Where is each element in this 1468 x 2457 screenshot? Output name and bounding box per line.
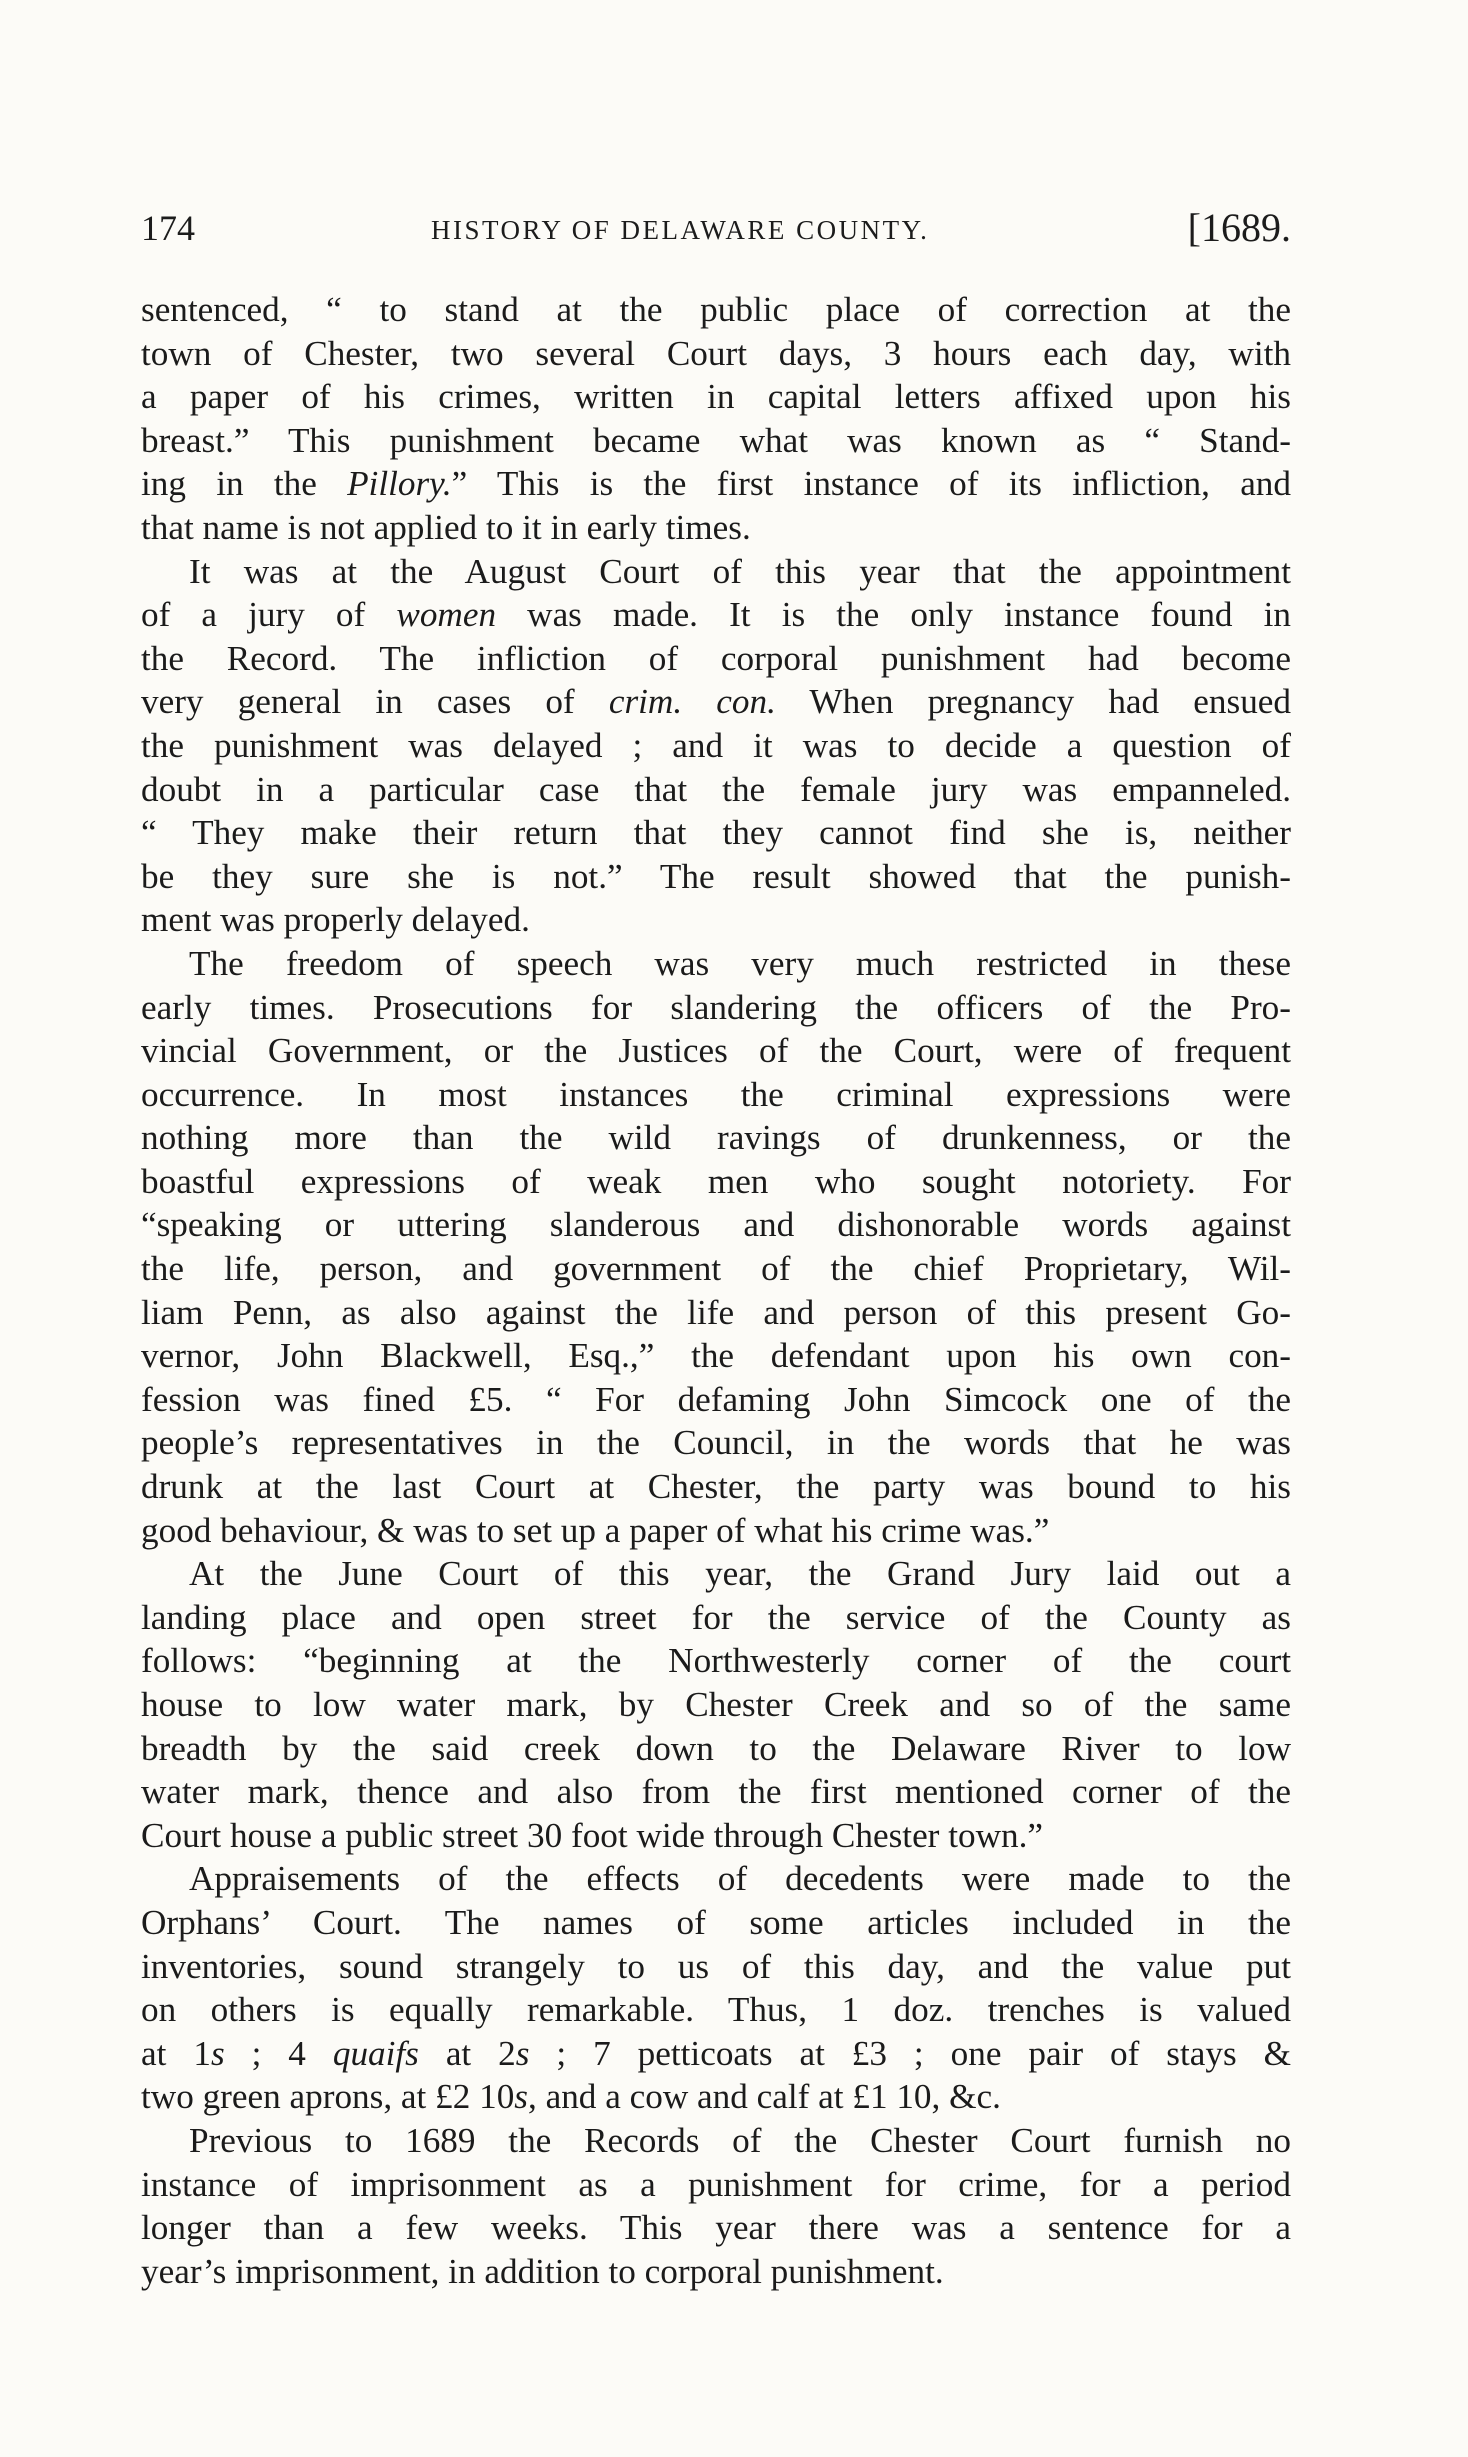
text-segment: ; 4 — [224, 2033, 333, 2073]
text-segment: longer than a few weeks. This year there was a sentence for a — [141, 2208, 1291, 2248]
text-line — [141, 550, 1291, 594]
text-line — [141, 1421, 1291, 1465]
text-segment: At the June Court of this year, the Grand Jury laid out a — [189, 1554, 1291, 1594]
text-line — [141, 375, 1291, 419]
text-segment: town of Chester, two several Court days, 3 hours each day, with — [141, 333, 1291, 373]
page-number: 174 — [141, 208, 195, 248]
text-line — [141, 1116, 1291, 1160]
text-segment: ing in the — [141, 464, 348, 504]
text-segment: nothing more than the wild ravings of drunkenness, or the — [141, 1118, 1291, 1158]
text-segment: , and a cow and calf at £1 10, &c. — [528, 2077, 1001, 2117]
italic-text: women — [396, 595, 497, 635]
italic-text: s — [210, 2033, 225, 2073]
text-segment: boastful expressions of weak men who sought notoriety. For — [141, 1161, 1291, 1201]
text-line — [141, 2206, 1291, 2250]
text-segment: people’s representatives in the Council, in the words that he was — [141, 1423, 1291, 1463]
text-segment: “ They make their return that they cannot find she is, neither — [141, 813, 1291, 853]
text-segment: “speaking or uttering slanderous and dishonorable words against — [141, 1205, 1291, 1245]
text-line — [141, 1552, 1291, 1596]
text-line — [141, 1291, 1291, 1335]
text-segment: two green aprons, at £2 10 — [141, 2077, 515, 2117]
text-segment: on others is equally remarkable. Thus, 1 doz. trenches is valued — [141, 1990, 1291, 2030]
text-segment: landing place and open street for the service of the County as — [141, 1597, 1291, 1637]
text-line — [141, 1203, 1291, 1247]
text-line — [141, 986, 1291, 1030]
text-line — [141, 1378, 1291, 1422]
italic-text: s — [515, 2033, 530, 2073]
text-segment: of a jury of — [141, 595, 397, 635]
text-segment: ; 7 petticoats at £3 ; one pair of stays & — [529, 2033, 1291, 2073]
text-segment: was made. It is the only instance found in — [496, 595, 1291, 635]
text-line — [141, 1945, 1291, 1989]
text-line — [141, 724, 1291, 768]
text-segment: It was at the August Court of this year that the appointment — [189, 551, 1291, 591]
text-segment: the life, person, and government of the chief Proprietary, Wil- — [141, 1249, 1291, 1289]
text-segment: be they sure she is not.” The result showed that the punish- — [141, 856, 1291, 896]
text-segment: instance of imprisonment as a punishment for crime, for a period — [141, 2164, 1291, 2204]
text-line — [141, 332, 1291, 376]
text-segment: ment was properly delayed. — [141, 900, 530, 940]
text-segment: sentenced, “ to stand at the public place of correction at the — [141, 290, 1291, 329]
body-text — [141, 288, 1291, 2293]
text-segment: at 2 — [418, 2033, 516, 2073]
running-title: HISTORY OF DELAWARE COUNTY. — [431, 215, 930, 245]
text-segment: early times. Prosecutions for slandering the officers of the Pro- — [141, 987, 1291, 1027]
text-segment: liam Penn, as also against the life and person of this present Go- — [141, 1292, 1291, 1332]
text-line — [141, 637, 1291, 681]
header-year: [1689. — [1187, 205, 1291, 250]
text-segment: a paper of his crimes, written in capital letters affixed upon his — [141, 377, 1291, 417]
text-segment: ” This is the first instance of its infliction, and — [451, 464, 1291, 504]
text-line — [141, 1727, 1291, 1771]
text-line — [141, 680, 1291, 724]
text-line — [141, 768, 1291, 812]
text-line — [141, 1596, 1291, 1640]
text-segment: occurrence. In most instances the criminal expressions were — [141, 1074, 1291, 1114]
text-segment: follows: “beginning at the Northwesterly corner of the court — [141, 1641, 1291, 1681]
text-line — [141, 593, 1291, 637]
text-line — [141, 419, 1291, 463]
text-segment: year’s imprisonment, in addition to corporal punishment. — [141, 2251, 944, 2291]
text-segment: breadth by the said creek down to the Delaware River to low — [141, 1728, 1291, 1768]
text-segment: breast.” This punishment became what was known as “ Stand- — [141, 420, 1291, 460]
text-line — [141, 1073, 1291, 1117]
text-segment: the Record. The infliction of corporal punishment had become — [141, 638, 1291, 678]
text-line — [141, 1901, 1291, 1945]
text-line — [141, 462, 1291, 506]
text-line — [141, 1465, 1291, 1509]
text-segment: at 1 — [141, 2033, 211, 2073]
text-line — [141, 2163, 1291, 2207]
text-line — [141, 2032, 1291, 2076]
text-segment: good behaviour, & was to set up a paper of what his crime was.” — [141, 1510, 1050, 1550]
text-segment: Orphans’ Court. The names of some articles included in the — [141, 1902, 1291, 1942]
text-segment: When pregnancy had ensued — [775, 682, 1292, 722]
italic-text: s — [514, 2077, 528, 2117]
text-segment: vincial Government, or the Justices of the Court, were of frequent — [141, 1031, 1291, 1071]
text-segment: Court house a public street 30 foot wide through Chester town.” — [141, 1815, 1043, 1855]
text-line — [141, 1988, 1291, 2032]
text-line — [141, 855, 1291, 899]
text-segment: fession was fined £5. “ For defaming John Simcock one of the — [141, 1379, 1291, 1419]
italic-text: crim. con. — [608, 682, 776, 722]
text-segment: doubt in a particular case that the female jury was empanneled. — [141, 769, 1291, 809]
text-line — [141, 1770, 1291, 1814]
text-segment: water mark, thence and also from the first mentioned corner of the — [141, 1772, 1291, 1812]
text-line — [141, 811, 1291, 855]
text-segment: drunk at the last Court at Chester, the party was bound to his — [141, 1467, 1291, 1507]
text-line — [141, 2075, 1291, 2119]
text-segment: Appraisements of the effects of decedents were made to the — [189, 1859, 1291, 1899]
text-segment: that name is not applied to it in early times. — [141, 507, 751, 547]
text-line — [141, 942, 1291, 986]
text-line — [141, 288, 1291, 332]
text-segment: house to low water mark, by Chester Creek and so of the same — [141, 1685, 1291, 1724]
text-line — [141, 1639, 1291, 1683]
text-segment: The freedom of speech was very much restricted in these — [189, 943, 1291, 983]
text-line — [141, 1247, 1291, 1291]
italic-text: quaifs — [332, 2033, 419, 2073]
text-line — [141, 1683, 1291, 1727]
text-segment: Previous to 1689 the Records of the Chester Court furnish no — [189, 2120, 1291, 2160]
text-line — [141, 1029, 1291, 1073]
text-line — [141, 506, 1291, 550]
text-line — [141, 1857, 1291, 1901]
text-line — [141, 2250, 1291, 2294]
text-line — [141, 898, 1291, 942]
text-line — [141, 1160, 1291, 1204]
text-segment: vernor, John Blackwell, Esq.,” the defendant upon his own con- — [141, 1336, 1291, 1376]
text-line — [141, 1814, 1291, 1858]
text-line — [141, 1334, 1291, 1378]
text-line — [141, 1509, 1291, 1553]
page-header — [141, 203, 1291, 253]
italic-text: Pillory. — [347, 464, 452, 504]
text-segment: the punishment was delayed ; and it was to decide a question of — [141, 725, 1291, 765]
text-segment: very general in cases of — [141, 682, 609, 722]
text-line — [141, 2119, 1291, 2163]
text-segment: inventories, sound strangely to us of this day, and the value put — [141, 1946, 1291, 1986]
